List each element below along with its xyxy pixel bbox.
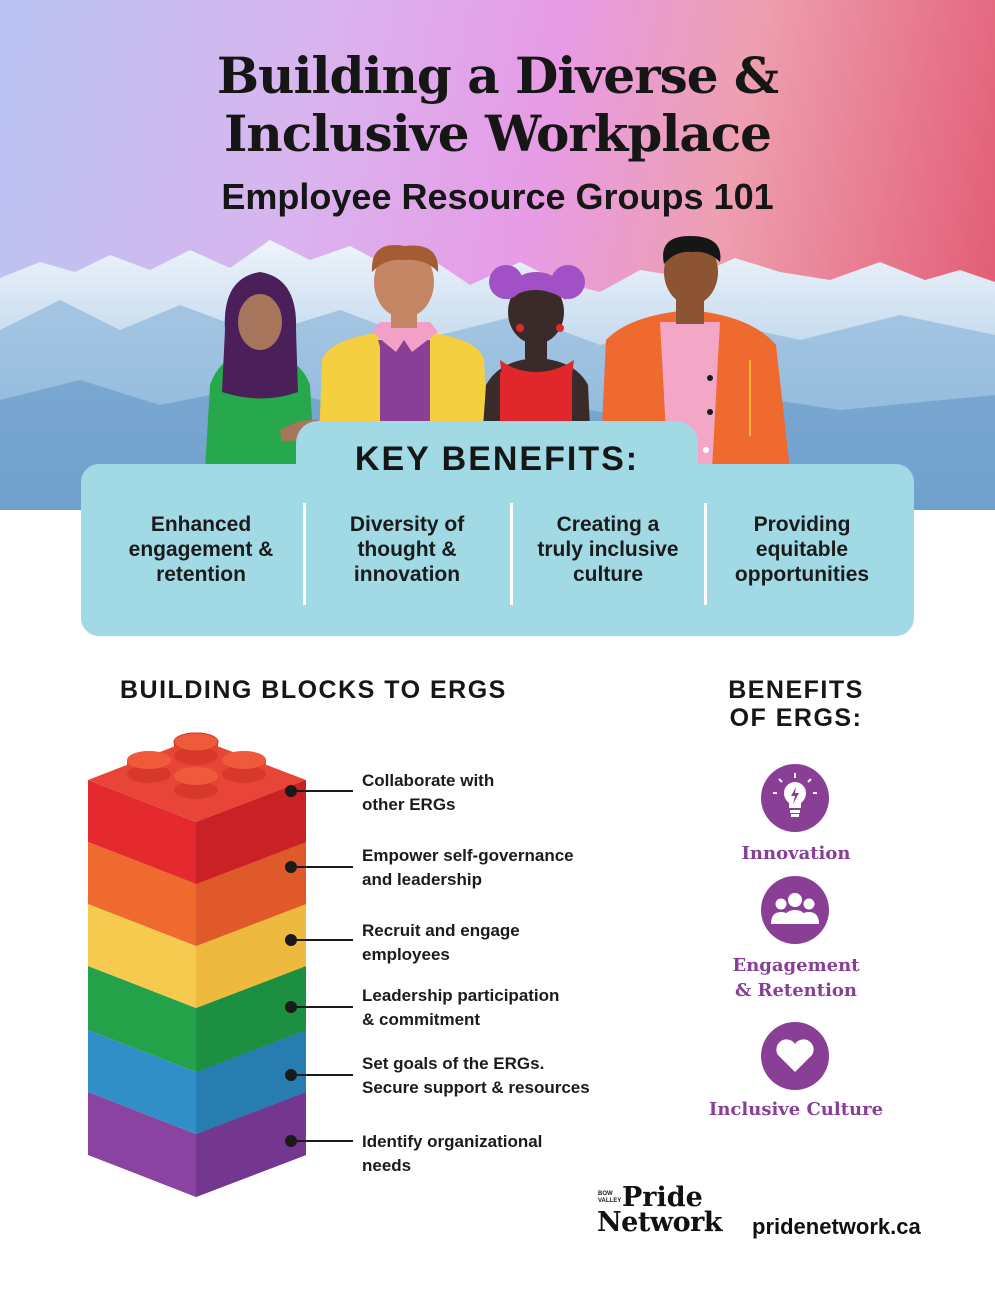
key-benefit-line: Creating a (556, 513, 660, 536)
key-benefit-line: culture (572, 563, 643, 586)
logo-pride-text: Pride (622, 1182, 703, 1213)
building-block-step-5 (362, 1052, 590, 1100)
key-benefit-line: innovation (353, 563, 461, 586)
step-line: Leadership participation (362, 986, 560, 1005)
benefits-of-ergs-heading (696, 676, 896, 732)
building-block-step-4 (362, 984, 559, 1032)
key-benefit-line: engagement & (128, 538, 274, 561)
step-line: Identify organizational (362, 1132, 543, 1151)
benefit-inclusive-culture-label (676, 1097, 916, 1122)
benefit-innovation-label (676, 841, 916, 866)
heading-line: OF ERGS: (729, 704, 863, 732)
key-benefit-line: Diversity of (349, 513, 465, 536)
step-line: Collaborate with (362, 771, 495, 790)
people-group-icon (761, 876, 829, 944)
website-url[interactable]: pridenetwork.ca (752, 1214, 921, 1239)
step-line: & commitment (362, 1010, 481, 1029)
page-subtitle: Employee Resource Groups 101 (221, 176, 774, 217)
logo-small-line: BOW (598, 1191, 613, 1197)
step-line: needs (362, 1156, 412, 1175)
lightbulb-icon (761, 764, 829, 832)
heading-line: BENEFITS (728, 676, 864, 704)
key-benefit-line: Enhanced (150, 513, 252, 536)
page-title-line1: Building a Diverse & (216, 46, 779, 105)
step-line: Recruit and engage (362, 921, 520, 940)
key-benefit-line: thought & (357, 538, 457, 561)
key-benefit-line: truly inclusive (537, 538, 679, 561)
step-line: and leadership (362, 870, 482, 889)
benefit-label-line: & Retention (734, 980, 858, 1001)
page-title-line2: Inclusive Workplace (224, 104, 771, 163)
step-line: Secure support & resources (362, 1078, 590, 1097)
step-line: other ERGs (362, 795, 456, 814)
building-block-step-1 (362, 769, 494, 817)
step-line: Set goals of the ERGs. (362, 1054, 545, 1073)
benefit-label-line: Inclusive Culture (708, 1099, 884, 1120)
key-benefit-line: Providing (753, 513, 851, 536)
logo-network-text: Network (597, 1207, 723, 1238)
benefit-engagement-label (676, 953, 916, 1003)
building-block-step-3 (362, 919, 520, 967)
benefit-label-line: Engagement (732, 955, 860, 976)
step-line: Empower self-governance (362, 846, 574, 865)
heart-icon (761, 1022, 829, 1090)
building-block-step-6 (362, 1130, 542, 1178)
building-block-step-2 (362, 844, 574, 892)
building-blocks-heading: BUILDING BLOCKS TO ERGS (120, 676, 507, 704)
benefit-label-line: Innovation (741, 843, 851, 864)
step-line: employees (362, 945, 450, 964)
key-benefit-line: opportunities (734, 563, 870, 586)
key-benefit-line: equitable (755, 538, 849, 561)
logo-small-line: VALLEY (598, 1198, 622, 1204)
key-benefits-title: KEY BENEFITS: (354, 440, 640, 478)
key-benefit-line: retention (156, 563, 246, 586)
logo-bow-valley-text (598, 1191, 621, 1205)
